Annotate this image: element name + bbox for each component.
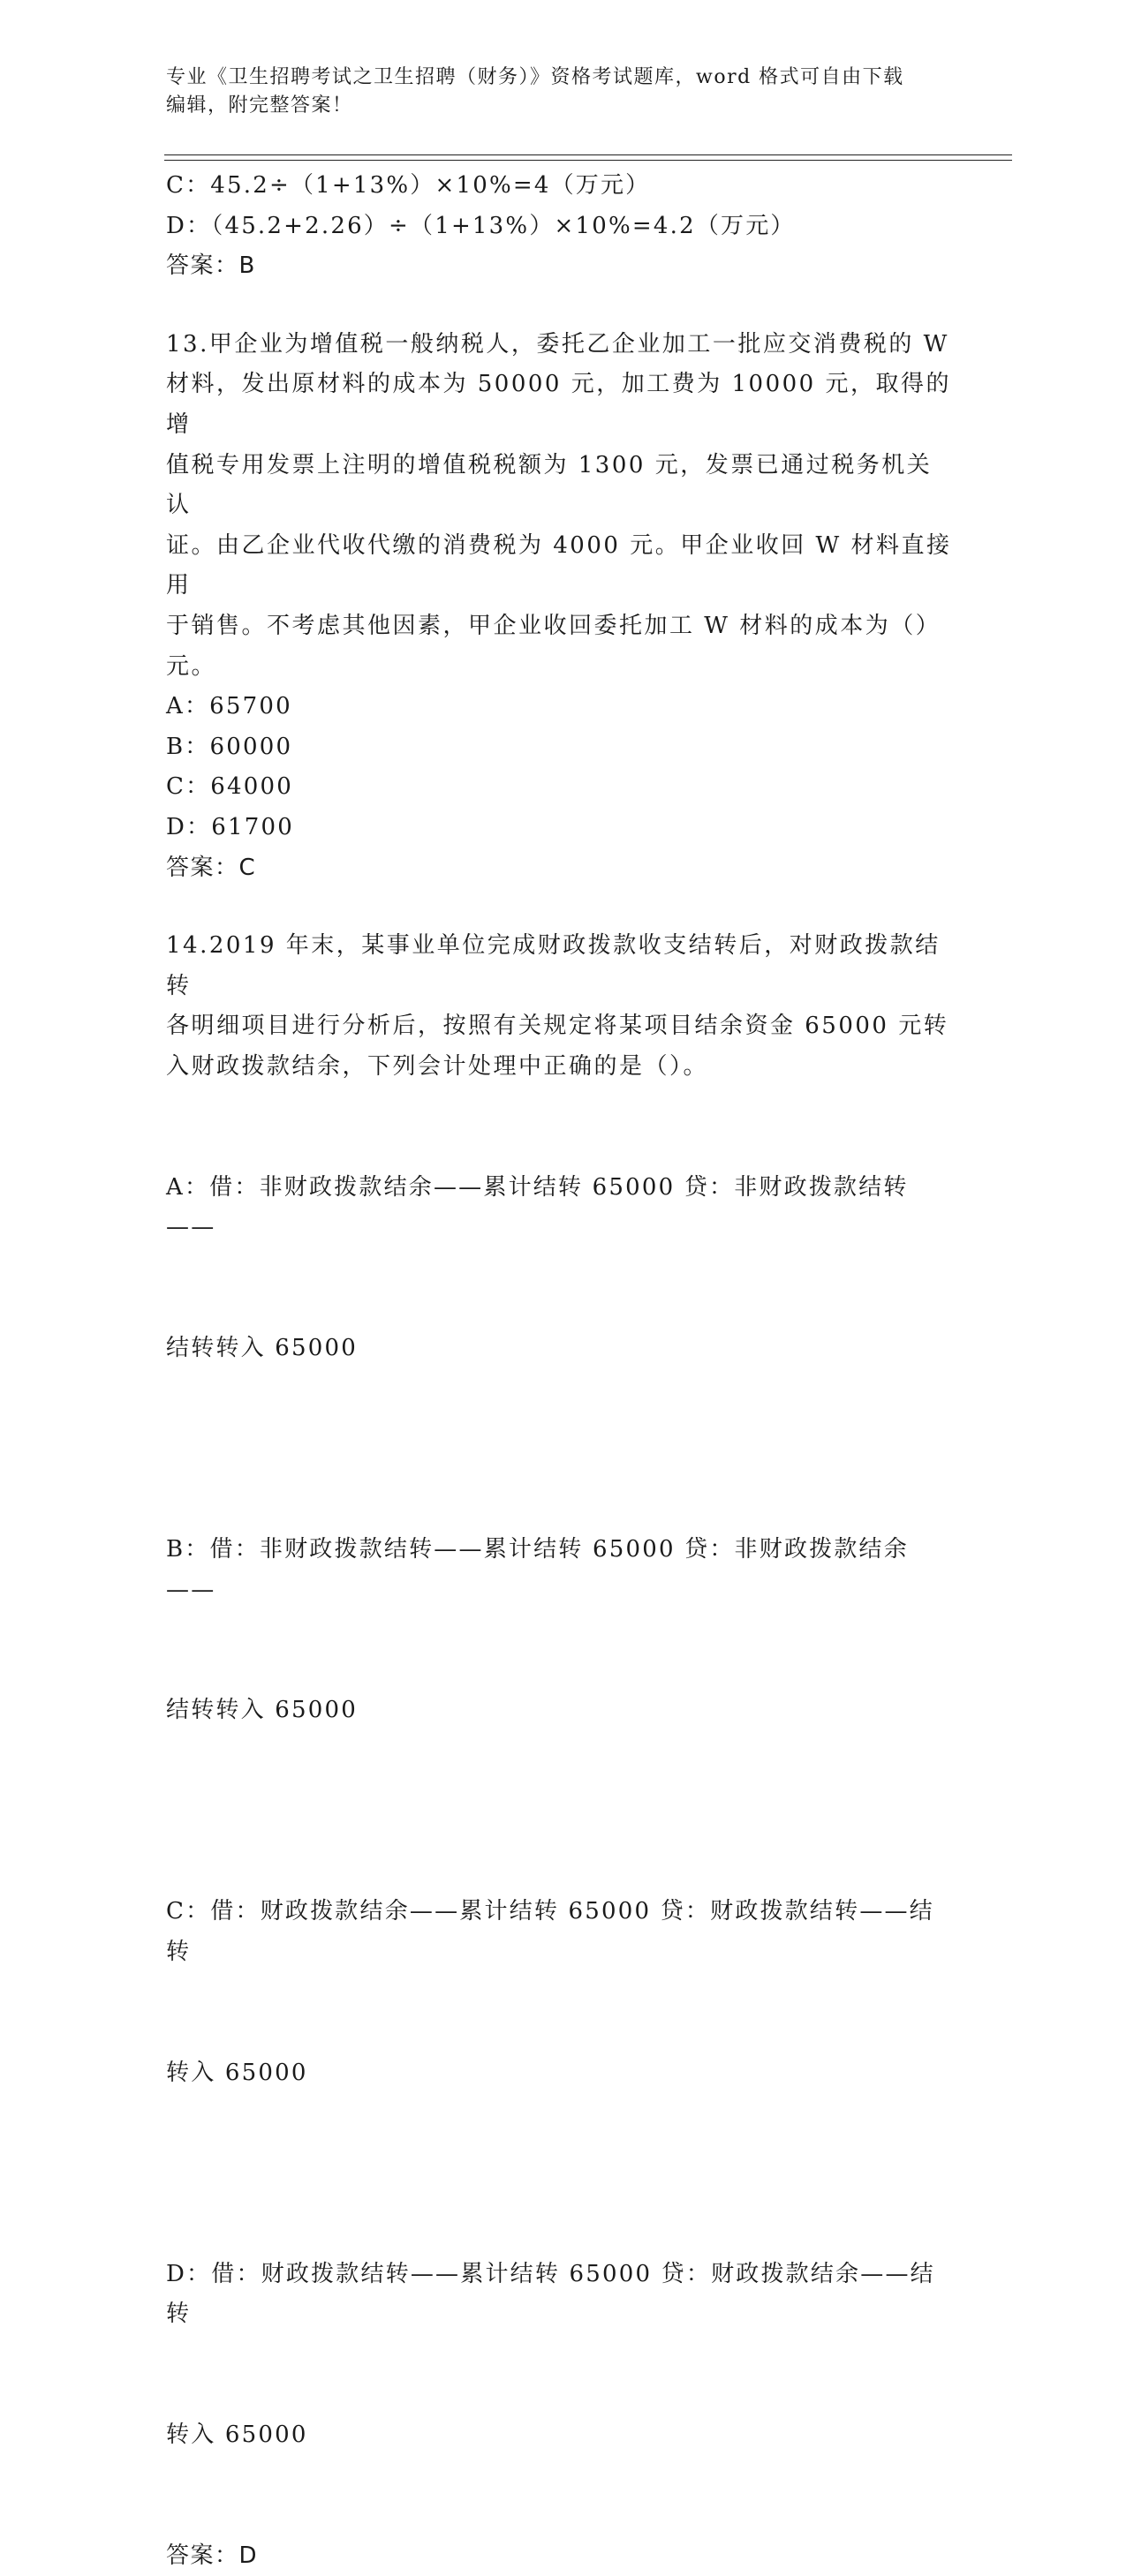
document-header bbox=[166, 64, 961, 120]
header-line-2: 编辑，附完整答案！ bbox=[166, 94, 353, 117]
question-12-block bbox=[166, 166, 952, 287]
spacer bbox=[166, 888, 952, 926]
option-line: 转入 65000 bbox=[166, 2422, 308, 2449]
question-13-stem-line: 元。 bbox=[166, 652, 217, 680]
question-13-stem bbox=[166, 325, 952, 687]
question-12-answer: 答案：B bbox=[166, 252, 256, 280]
question-13-option-c: C：64000 bbox=[166, 773, 294, 801]
question-14-option-a bbox=[166, 1087, 952, 1449]
question-13-block bbox=[166, 325, 952, 888]
option-line: 转入 65000 bbox=[166, 2059, 308, 2086]
option-line: D：借：财政拨款结转——累计结转 65000 贷：财政拨款结余——结转 bbox=[166, 2260, 935, 2328]
question-13-option-b: B：60000 bbox=[166, 733, 293, 760]
question-14-answer: 答案：D bbox=[166, 2542, 259, 2569]
option-line: 结转转入 65000 bbox=[166, 1335, 358, 1362]
question-13-option-a: A：65700 bbox=[166, 693, 292, 720]
question-12-option-c: C：45.2÷（1+13%）×10%=4（万元） bbox=[166, 172, 651, 199]
document-body bbox=[166, 166, 952, 2576]
question-12-option-d: D：（45.2+2.26）÷（1+13%）×10%=4.2（万元） bbox=[166, 212, 796, 239]
header-line-1: 专业《卫生招聘考试之卫生招聘（财务）》资格考试题库，word 格式可自由下载 bbox=[166, 66, 904, 88]
question-13-stem-line: 证。由乙企业代收代缴的消费税为 4000 元。甲企业收回 W 材料直接用 bbox=[166, 531, 952, 599]
spacer bbox=[166, 287, 952, 325]
question-14-stem bbox=[166, 926, 952, 1087]
question-13-stem-line: 值税专用发票上注明的增值税税额为 1300 元，发票已通过税务机关认 bbox=[166, 451, 933, 519]
question-14-stem-line: 14.2019 年末，某事业单位完成财政拨款收支结转后，对财政拨款结转 bbox=[166, 932, 941, 999]
option-line: 结转转入 65000 bbox=[166, 1697, 358, 1724]
question-14-option-c bbox=[166, 1811, 952, 2173]
question-13-option-d: D：61700 bbox=[166, 813, 294, 840]
question-14-stem-line: 各明细项目进行分析后，按照有关规定将某项目结余资金 65000 元转 bbox=[166, 1013, 949, 1040]
option-line: B：借：非财政拨款结转——累计结转 65000 贷：非财政拨款结余—— bbox=[166, 1536, 909, 1603]
question-14-block bbox=[166, 926, 952, 2576]
question-14-stem-line: 入财政拨款结余，下列会计处理中正确的是（）。 bbox=[166, 1052, 709, 1080]
option-line: C：借：财政拨款结余——累计结转 65000 贷：财政拨款结转——结转 bbox=[166, 1898, 934, 1965]
question-13-stem-line: 于销售。不考虑其他因素，甲企业收回委托加工 W 材料的成本为（） bbox=[166, 612, 941, 639]
option-line: A：借：非财政拨款结余——累计结转 65000 贷：非财政拨款结转—— bbox=[166, 1173, 909, 1241]
header-divider-bottom bbox=[164, 160, 1012, 161]
question-13-stem-line: 材料，发出原材料的成本为 50000 元，加工费为 10000 元，取得的增 bbox=[166, 371, 951, 438]
header-divider-top bbox=[164, 154, 1012, 155]
question-14-option-b bbox=[166, 1450, 952, 1811]
question-13-answer: 答案：C bbox=[166, 854, 257, 881]
question-14-option-d bbox=[166, 2174, 952, 2536]
question-13-stem-line: 13.甲企业为增值税一般纳税人，委托乙企业加工一批应交消费税的 W bbox=[166, 330, 949, 358]
